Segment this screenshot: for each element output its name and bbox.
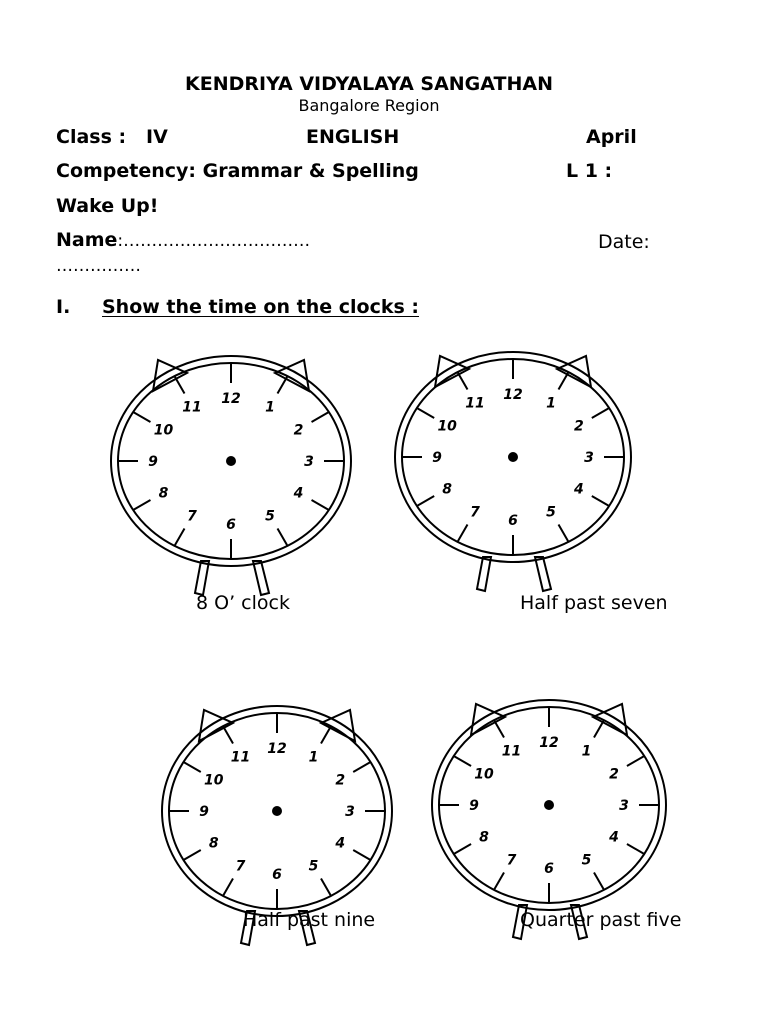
hour-tick: [321, 726, 331, 743]
clock-numeral: 2: [293, 422, 304, 439]
date-blank[interactable]: ……………: [56, 256, 141, 276]
clock-center-dot: [272, 806, 282, 816]
hour-tick: [454, 756, 471, 766]
clock-numeral: 6: [272, 867, 282, 883]
hour-tick: [183, 850, 200, 860]
leg-left: [195, 561, 209, 595]
clock-numeral: 4: [573, 481, 584, 498]
clock-numeral: 9: [199, 804, 209, 820]
clock-numeral: 10: [204, 772, 224, 789]
clock-numeral: 3: [345, 804, 355, 820]
clock-numeral: 3: [619, 798, 629, 814]
clock-numeral: 2: [335, 772, 346, 789]
section-number: I.: [56, 296, 71, 318]
hour-tick: [175, 376, 185, 393]
hour-tick: [175, 529, 185, 546]
clock-numeral: 8: [208, 835, 219, 852]
clock-numeral: 12: [539, 735, 559, 751]
clock-numeral: 5: [265, 508, 275, 525]
hour-tick: [353, 850, 370, 860]
clock-numeral: 4: [293, 485, 304, 502]
clock-numeral: 6: [508, 513, 518, 529]
class-label: Class :: [56, 126, 127, 148]
hour-tick: [353, 762, 370, 772]
hour-tick: [183, 762, 200, 772]
month-label: April: [586, 126, 637, 148]
clock-numeral: 10: [474, 766, 494, 783]
hour-tick: [223, 879, 233, 896]
clock-numeral: 1: [546, 395, 556, 412]
leg-left: [477, 557, 491, 591]
clock-numeral: 1: [581, 743, 592, 760]
clock-center-dot: [508, 452, 518, 462]
hour-tick: [594, 873, 604, 890]
hour-tick: [494, 720, 504, 737]
hour-tick: [458, 525, 468, 542]
leg-right: [535, 557, 551, 591]
clock-numeral: 12: [267, 741, 287, 757]
clock-caption: Quarter past five: [520, 909, 682, 931]
clock-caption: Half past nine: [243, 909, 376, 931]
clock-numeral: 3: [304, 454, 314, 470]
clock-numeral: 1: [308, 749, 319, 766]
subject-label: ENGLISH: [306, 126, 400, 148]
hour-tick: [417, 496, 434, 506]
hour-tick: [627, 844, 644, 854]
hour-tick: [559, 525, 569, 542]
hour-tick: [133, 412, 150, 422]
clock-numeral: 8: [479, 829, 489, 846]
clock-numeral: 7: [187, 508, 197, 525]
hour-tick: [417, 408, 434, 418]
hour-tick: [312, 412, 329, 422]
hour-tick: [594, 720, 604, 737]
leg-right: [253, 561, 269, 595]
hour-tick: [458, 372, 468, 389]
hour-tick: [592, 408, 609, 418]
lesson-label: L 1 :: [566, 160, 613, 182]
clock-numeral: 4: [609, 829, 619, 846]
lesson-title: Wake Up!: [56, 195, 159, 217]
hour-tick: [321, 879, 331, 896]
clock-caption: 8 O’ clock: [196, 592, 290, 614]
clock-numeral: 2: [609, 766, 619, 783]
school-title: KENDRIYA VIDYALAYA SANGATHAN: [185, 73, 553, 95]
clock-numeral: 6: [544, 861, 554, 877]
clock-numeral: 11: [501, 743, 522, 760]
clock-face[interactable]: [106, 346, 356, 586]
hour-tick: [223, 726, 233, 743]
clock-numeral: 11: [230, 749, 251, 766]
clock-center-dot: [226, 456, 236, 466]
hour-tick: [278, 529, 288, 546]
clock-numeral: 8: [158, 485, 169, 502]
clock-caption: Half past seven: [520, 592, 668, 614]
clock-numeral: 11: [182, 399, 202, 416]
hour-tick: [627, 756, 644, 766]
hour-tick: [454, 844, 471, 854]
hour-tick: [494, 873, 504, 890]
hour-tick: [312, 500, 329, 510]
name-blank[interactable]: :……………………………: [117, 231, 311, 251]
clock-numeral: 1: [265, 399, 275, 416]
name-line: [56, 229, 310, 251]
clock-numeral: 12: [221, 391, 241, 407]
clock-face[interactable]: [152, 696, 402, 936]
clock-numeral: 5: [581, 852, 592, 869]
clock-numeral: 9: [148, 454, 158, 470]
clock-numeral: 10: [153, 422, 174, 439]
name-label: Name: [56, 229, 118, 251]
clock-face[interactable]: [388, 342, 638, 582]
section-instruction: Show the time on the clocks :: [102, 296, 419, 318]
clock-numeral: 7: [235, 858, 246, 875]
region-subtitle: Bangalore Region: [298, 96, 440, 115]
clock-numeral: 7: [506, 852, 517, 869]
clock-numeral: 5: [308, 858, 319, 875]
clock-numeral: 3: [584, 450, 594, 466]
hour-tick: [278, 376, 288, 393]
clock-numeral: 11: [465, 395, 485, 412]
hour-tick: [592, 496, 609, 506]
clock-face[interactable]: [424, 690, 674, 930]
clock-center-dot: [544, 800, 554, 810]
hour-tick: [559, 372, 569, 389]
clock-numeral: 9: [469, 798, 479, 814]
date-label: Date:: [598, 231, 650, 253]
clock-numeral: 10: [437, 418, 457, 435]
clock-numeral: 7: [470, 504, 480, 521]
clock-numeral: 4: [335, 835, 346, 852]
hour-tick: [133, 500, 150, 510]
competency-label: Competency: Grammar & Spelling: [56, 160, 419, 182]
class-value: IV: [146, 126, 168, 148]
clock-numeral: 12: [503, 387, 523, 403]
clock-numeral: 9: [432, 450, 442, 466]
clock-numeral: 6: [226, 517, 236, 533]
clock-numeral: 2: [573, 418, 584, 435]
clock-numeral: 5: [546, 504, 556, 521]
clock-numeral: 8: [442, 481, 453, 498]
